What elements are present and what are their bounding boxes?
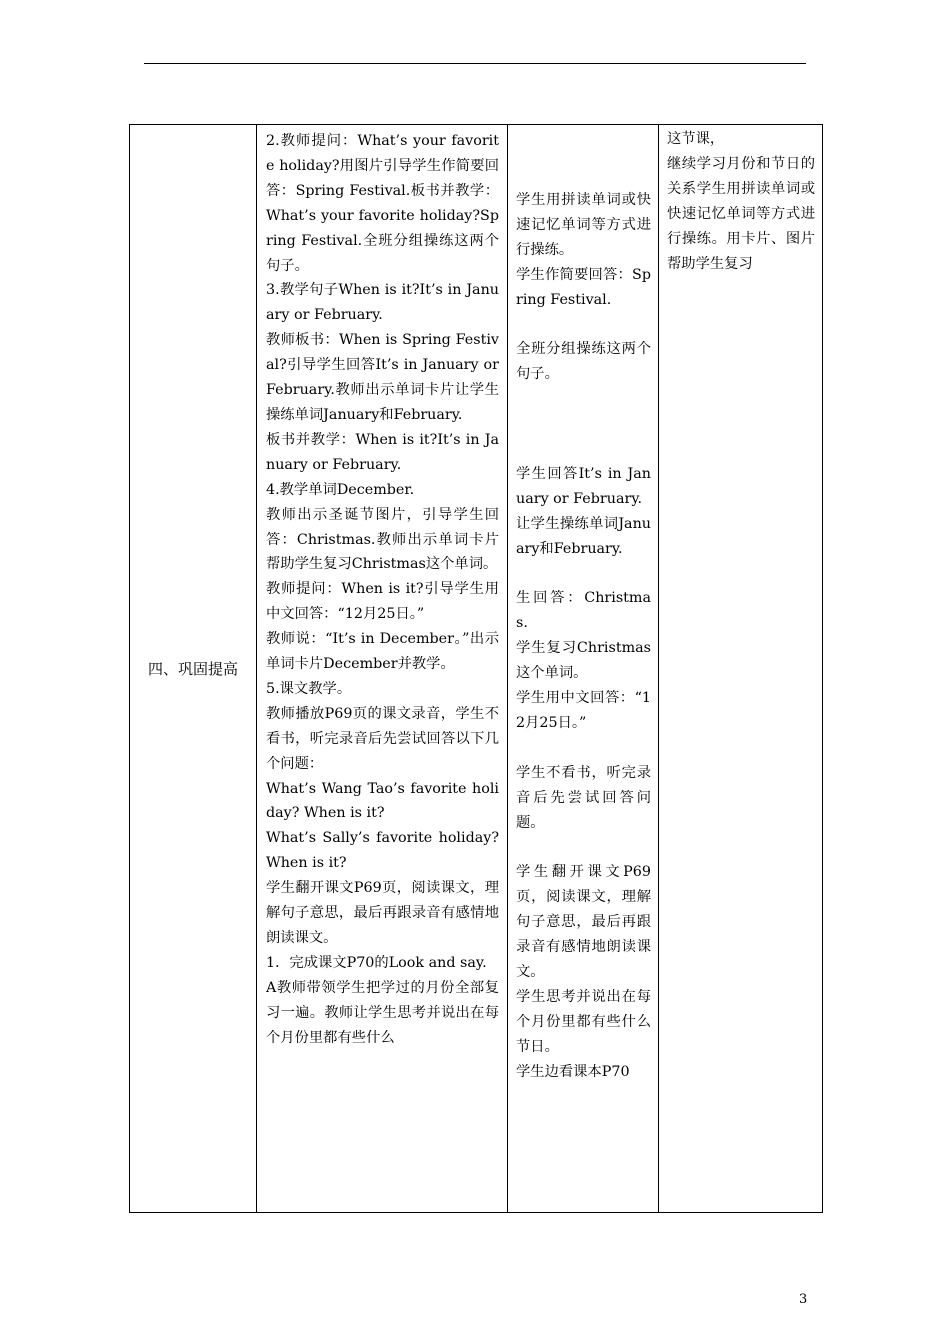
table-row xyxy=(130,125,823,1213)
stage-label: 四、巩固提高 xyxy=(147,660,238,678)
teacher-paragraph: 教师播放P69页的课文录音，学生不看书，听完录音后先尝试回答以下几个问题： xyxy=(266,705,499,772)
teacher-paragraph: What’s Sally’s favorite holiday? When is it? xyxy=(266,830,499,872)
student-paragraph: 学生回答It’s in January or February. xyxy=(516,465,651,507)
teacher-paragraph: 学生翻开课文P69页，阅读课文，理解句子意思，最后再跟录音有感情地朗读课文。 xyxy=(266,880,499,946)
teacher-paragraph: What’s Wang Tao’s favorite holiday? When is it? xyxy=(266,780,499,822)
student-paragraph: 学生边看课本P70 xyxy=(516,1063,630,1080)
header-rule xyxy=(144,63,806,64)
lesson-plan-table xyxy=(129,124,823,1213)
teacher-activity-cell xyxy=(257,125,508,1213)
stage-cell xyxy=(130,125,257,1213)
student-activity-cell xyxy=(508,125,659,1213)
design-intent-cell xyxy=(659,125,823,1213)
teacher-paragraph: 教师出示圣诞节图片，引导学生回答：Christmas.教师出示单词卡片帮助学生复习Christmas这个单词。 xyxy=(266,506,499,573)
teacher-paragraph: 4.教学单词December. xyxy=(266,481,415,498)
teacher-paragraph: 1．完成课文P70的Look and say. xyxy=(266,954,487,971)
student-paragraph: 让学生操练单词January和February. xyxy=(516,515,651,557)
student-paragraph: 学生思考并说出在每个月份里都有些什么节日。 xyxy=(516,988,651,1055)
page-number: 3 xyxy=(799,1292,808,1307)
student-paragraph: 学生作简要回答：Spring Festival. xyxy=(516,266,651,308)
teacher-paragraph: 3.教学句子When is it?It’s in January or February. xyxy=(266,282,499,324)
intent-paragraph: 这节课， xyxy=(667,131,725,147)
teacher-paragraph: 教师说：“It’s in December。”出示单词卡片December并教学。 xyxy=(266,631,499,673)
teacher-paragraph: 教师提问：When is it?引导学生用中文回答：“12月25日。” xyxy=(266,581,499,623)
student-paragraph: 学生不看书，听完录音后先尝试回答问题。 xyxy=(516,764,651,831)
student-paragraph: 学生用中文回答：“12月25日。” xyxy=(516,690,651,731)
teacher-paragraph: 5.课文教学。 xyxy=(266,680,352,697)
student-paragraph: 学生用拼读单词或快速记忆单词等方式进行操练。 xyxy=(516,192,651,258)
teacher-paragraph: 板书并教学：When is it?It’s in January or February. xyxy=(266,431,499,473)
teacher-paragraph: 2.教师提问：What’s your favorite holiday?用图片引导学生作简要回答：Spring Festival.板书并教学：What’s your favorite holiday?Spring Festival.全班分组操练这两个句子。 xyxy=(266,133,499,274)
teacher-paragraph: 教师板书：When is Spring Festival?引导学生回答It’s in January or February.教师出示单词卡片让学生操练单词January和February. xyxy=(266,332,499,423)
student-paragraph: 生回答：Christmas. xyxy=(516,590,651,632)
student-paragraph: 全班分组操练这两个句子。 xyxy=(516,341,651,383)
student-paragraph: 学生复习Christmas这个单词。 xyxy=(516,640,651,682)
teacher-paragraph: A教师带领学生把学过的月份全部复习一遍。教师让学生思考并说出在每个月份里都有些什么 xyxy=(266,979,499,1046)
student-paragraph: 学生翻开课文P69页，阅读课文，理解句子意思，最后再跟录音有感情地朗读课文。 xyxy=(516,864,651,980)
intent-paragraph: 继续学习月份和节日的关系学生用拼读单词或快速记忆单词等方式进行操练。用卡片、图片帮助学生复习 xyxy=(667,155,815,272)
